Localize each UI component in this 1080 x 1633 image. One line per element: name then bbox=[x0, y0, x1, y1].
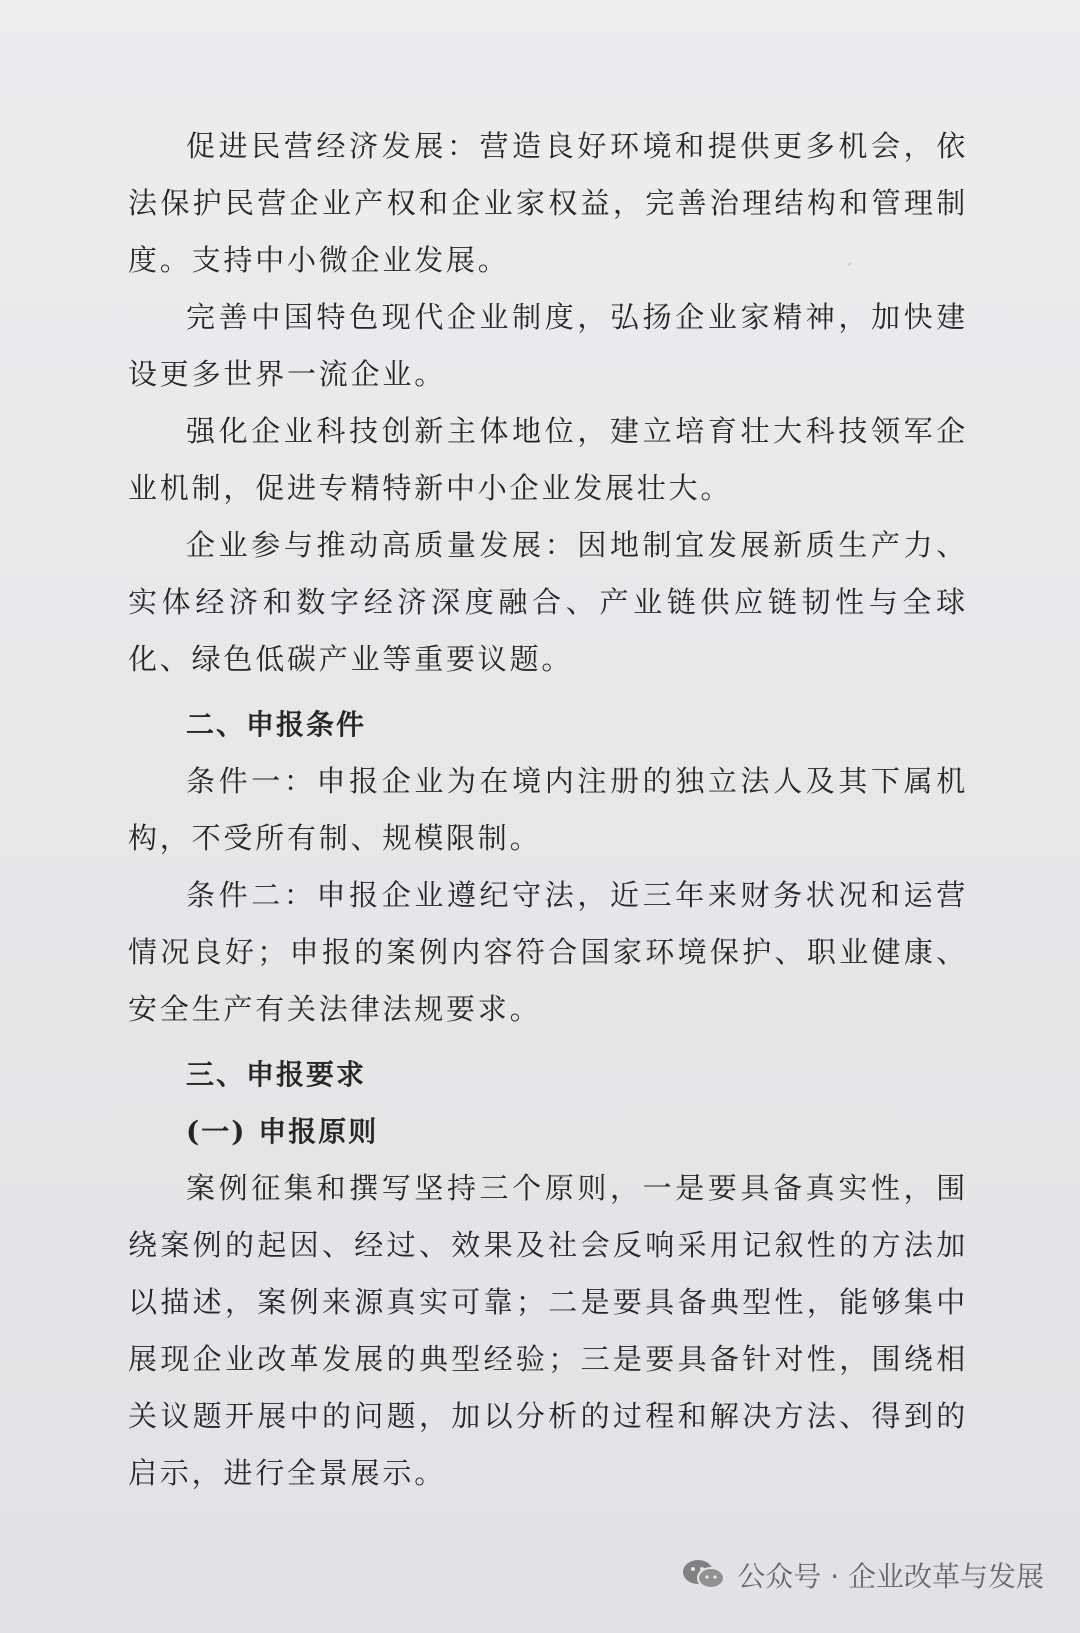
paragraph-high-quality-development: 企业参与推动高质量发展：因地制宜发展新质生产力、实体经济和数字经济深度融合、产业链供应链韧性与全球化、绿色低碳产业等重要议题。 bbox=[128, 528, 968, 676]
section-heading-conditions: 二、申报条件 bbox=[186, 708, 367, 741]
paragraph-private-economy: 促进民营经济发展：营造良好环境和提供更多机会，依法保护民营企业产权和企业家权益，完善治理结构和管理制度。支持中小微企业发展。 bbox=[128, 129, 968, 277]
wechat-icon bbox=[681, 1558, 727, 1592]
paragraph-tech-innovation: 强化企业科技创新主体地位，建立培育壮大科技领军企业机制，促进专精特新中小企业发展壮大。 bbox=[128, 414, 968, 505]
paragraph-principles: 案例征集和撰写坚持三个原则，一是要具备真实性，围绕案例的起因、经过、效果及社会反响采用记叙性的方法加以描述，案例来源真实可靠；二是要具备典型性，能够集中展现企业改革发展的典型经验；三是要具备针对性，围绕相关议题开展中的问题，加以分析的过程和解决方法、得到的启示，进行全景展示。 bbox=[128, 1171, 968, 1490]
paragraph-condition-one: 条件一：申报企业为在境内注册的独立法人及其下属机构，不受所有制、规模限制。 bbox=[128, 764, 968, 855]
document-body bbox=[128, 118, 968, 1502]
section-heading-requirements: 三、申报要求 bbox=[186, 1058, 367, 1091]
watermark-text: 公众号 · 企业改革与发展 bbox=[737, 1560, 1044, 1593]
paragraph-modern-enterprise-system: 完善中国特色现代企业制度，弘扬企业家精神，加快建设更多世界一流企业。 bbox=[128, 300, 968, 391]
stray-mark: ´ bbox=[846, 262, 852, 276]
paragraph-condition-two: 条件二：申报企业遵纪守法，近三年来财务状况和运营情况良好；申报的案例内容符合国家环境保护、职业健康、安全生产有关法律法规要求。 bbox=[128, 878, 968, 1026]
subsection-heading-principles: (一) 申报原则 bbox=[186, 1115, 379, 1148]
watermark bbox=[681, 1555, 1044, 1595]
